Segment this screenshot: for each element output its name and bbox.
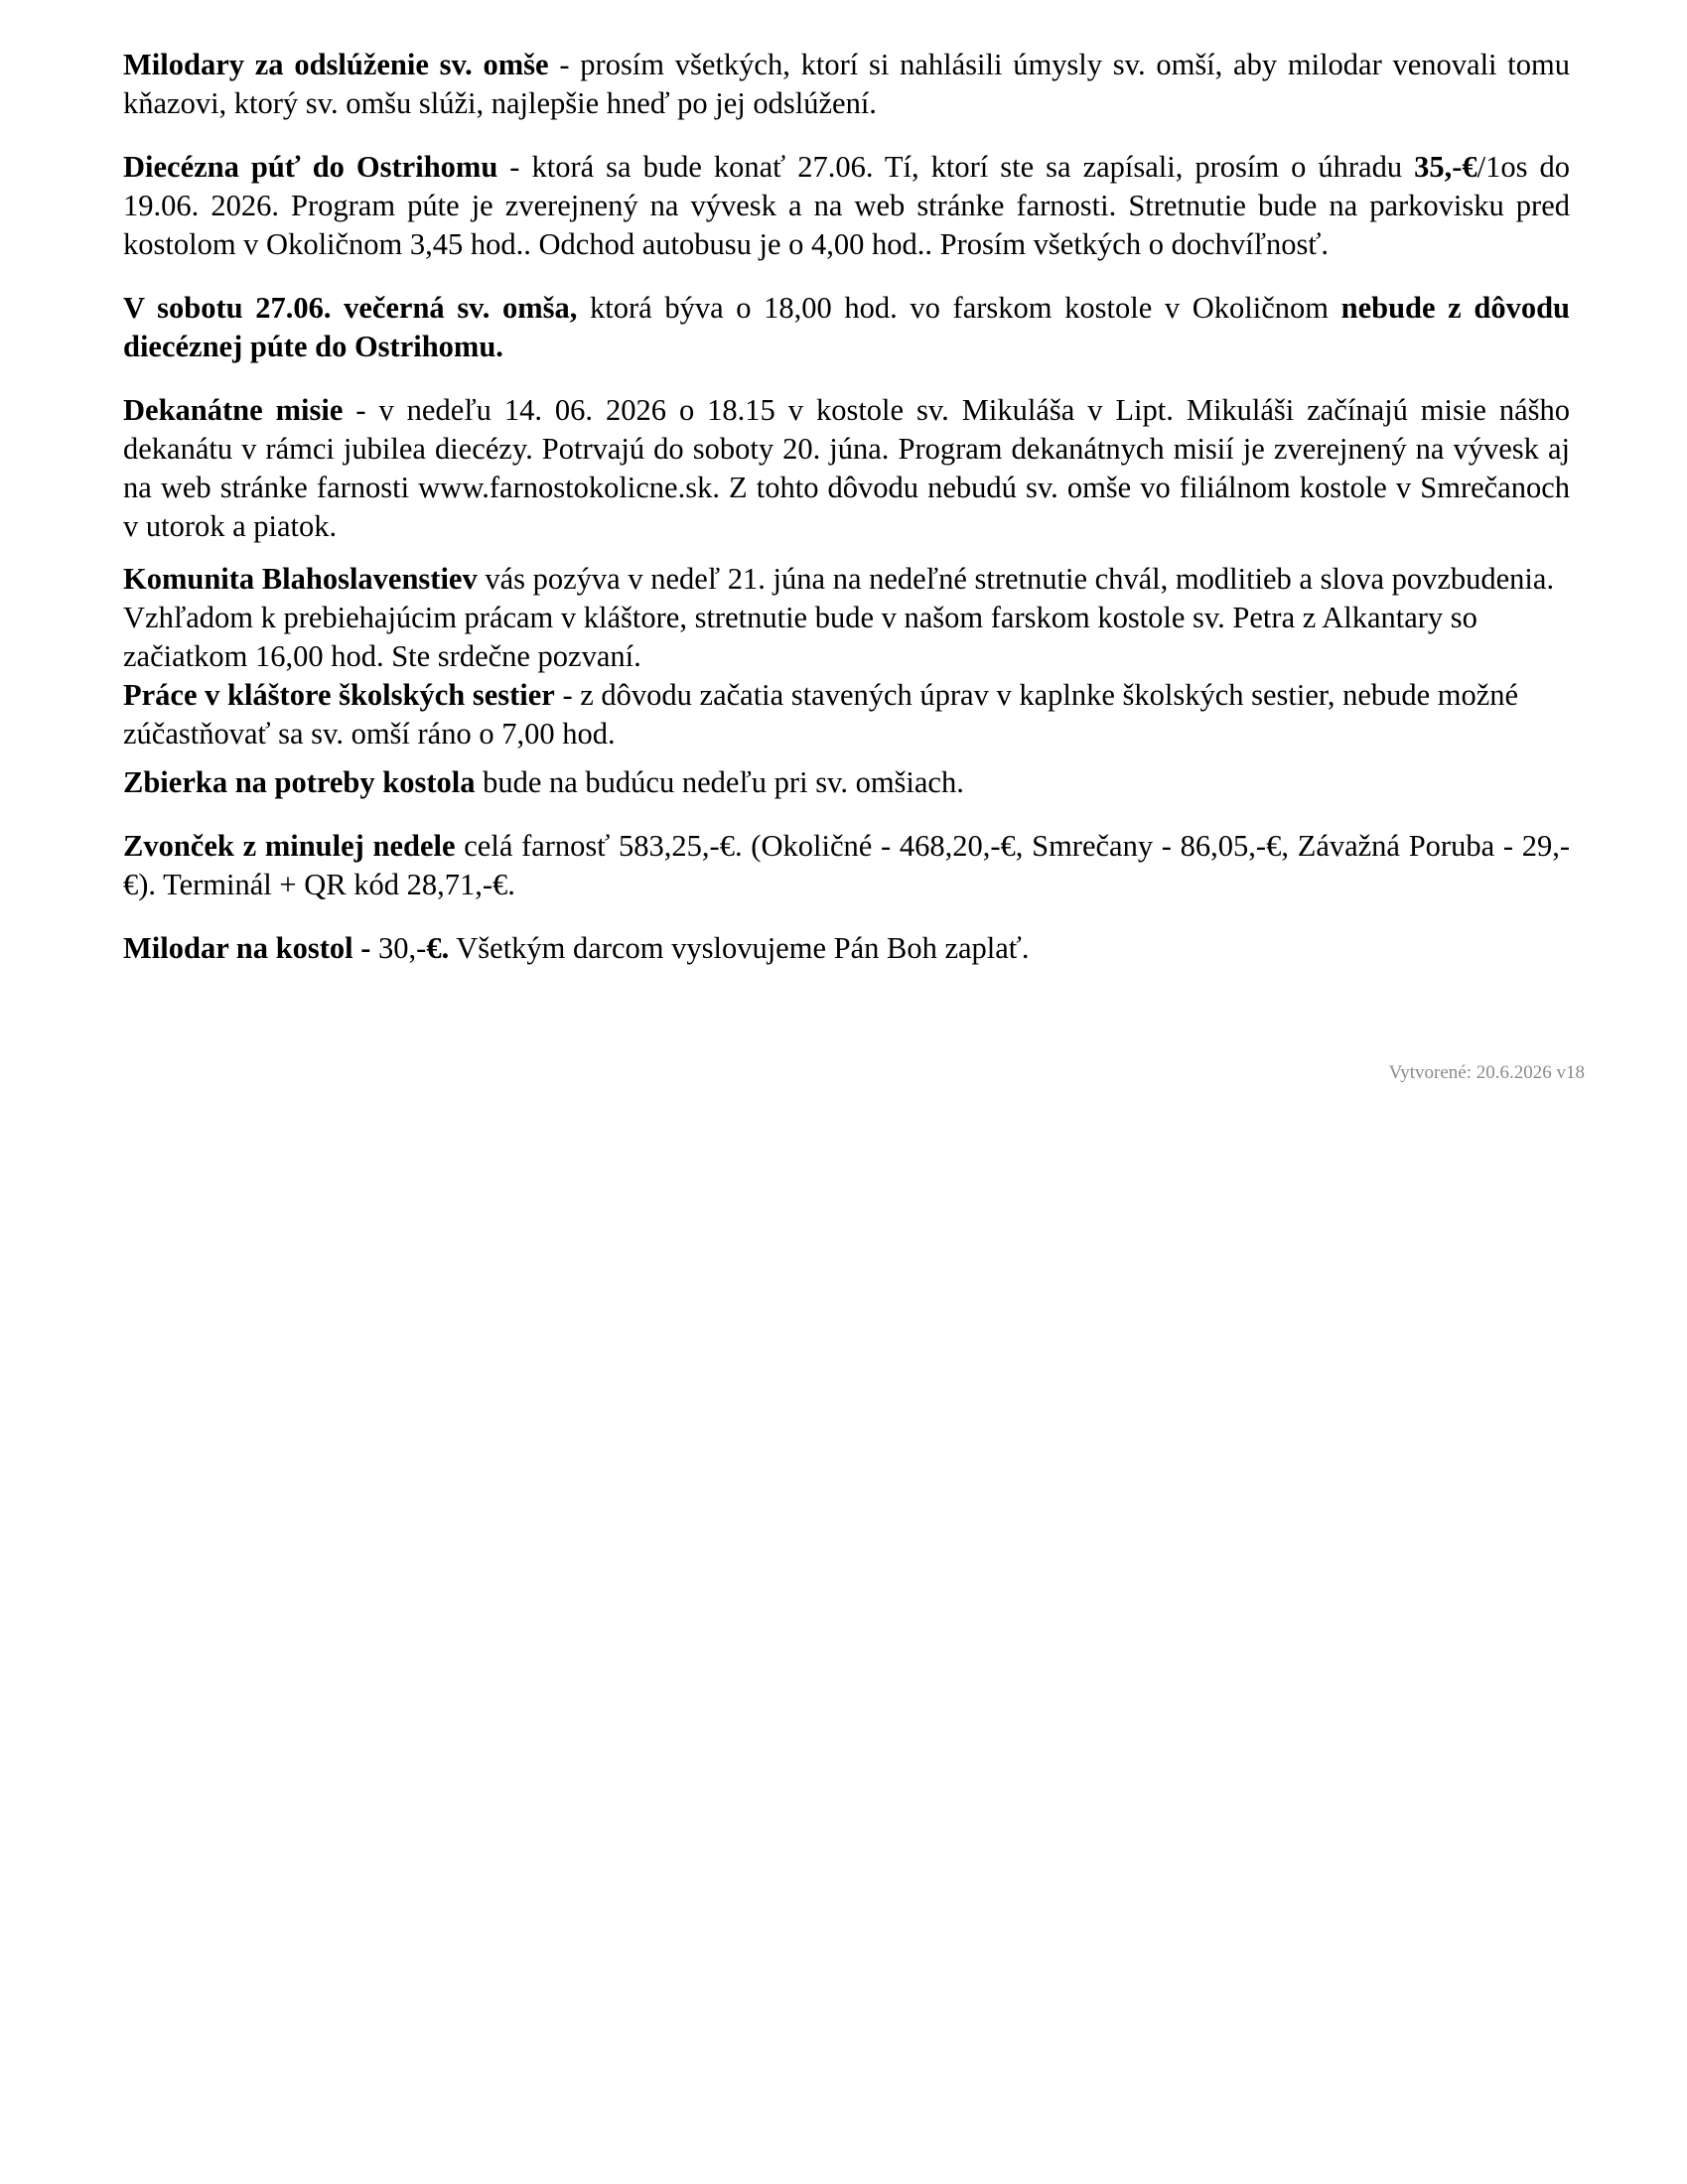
- paragraph-milodar: [123, 929, 1570, 968]
- paragraph-misie: [123, 391, 1570, 546]
- text-komunita: vás pozýva v nedeľ 21. júna na nedeľné stretnutie chvál, modlitieb a slova povzbudenia.: [477, 562, 1555, 596]
- paragraph-put: [123, 148, 1570, 264]
- text-sobota: ktorá býva o 18,00 hod. vo farskom kostole v Okoličnom: [577, 291, 1341, 325]
- text-milodar: Všetkým darcom vyslovujeme Pán Boh zaplať.: [449, 931, 1030, 965]
- paragraph-komunita: [123, 560, 1570, 599]
- currency-milodar: €.: [426, 931, 450, 965]
- paragraph-sobota: [123, 289, 1570, 366]
- text-vzhladom: Vzhľadom k prebiehajúcim prácam v kláštore, stretnutie bude v našom farskom kostole sv. Petra z Alkantary so začiatkom 16,00 hod. Ste srdečne pozvaní.: [123, 601, 1477, 673]
- created-footer: Vytvorené: 20.6.2026 v18: [1388, 1062, 1585, 1083]
- paragraph-zvoncek: [123, 827, 1570, 904]
- heading-milodar: Milodar na kostol -: [123, 931, 379, 965]
- amount-milodar: 30,-: [378, 931, 427, 965]
- text-zvoncek: celá farnosť 583,25,-€. (Okoličné - 468,20,-€, Smrečany - 86,05,-€, Závažná Poruba - 29,-€). Terminál + QR kód 28,71,-€.: [123, 829, 1570, 901]
- heading-zvoncek: Zvonček z minulej nedele: [123, 829, 456, 863]
- text-put-1: - ktorá sa bude konať 27.06. Tí, ktorí ste sa zapísali, prosím o úhradu: [497, 150, 1415, 184]
- heading-milodary: Milodary za odslúženie sv. omše: [123, 48, 549, 81]
- paragraph-milodary: [123, 46, 1570, 123]
- text-put-2: /1os do 19.06. 2026. Program púte je zverejnený na vývesk a na web stránke farnosti. Stretnutie bude na parkovisku pred kostolom v Okoličnom 3,45 hod.. Odchod autobusu je o 4,00 hod.. Prosím všetkých o dochvíľnosť.: [123, 150, 1571, 261]
- announcements: [123, 46, 1570, 968]
- text-prace: - z dôvodu začatia stavených úprav v kaplnke školských sestier, nebude možné zúčastňovať sa sv. omší ráno o 7,00 hod.: [123, 678, 1519, 751]
- price-put: 35,-€: [1414, 150, 1477, 184]
- heading-misie: Dekanátne misie: [123, 393, 344, 427]
- paragraph-zbierka: [123, 763, 1570, 802]
- text-zbierka: bude na budúcu nedeľu pri sv. omšiach.: [475, 765, 964, 799]
- text-milodary: - prosím všetkých, ktorí si nahlásili úmysly sv. omší, aby milodar venovali tomu kňazovi, ktorý sv. omšu slúži, najlepšie hneď po jej odslúžení.: [123, 48, 1571, 120]
- notice-sobota: nebude z dôvodu diecéznej púte do Ostrihomu.: [123, 291, 1570, 363]
- paragraph-prace: [123, 676, 1570, 753]
- heading-komunita: Komunita Blahoslavenstiev: [123, 562, 478, 596]
- heading-sobota: V sobotu 27.06. večerná sv. omša,: [123, 291, 578, 325]
- heading-zbierka: Zbierka na potreby kostola: [123, 765, 476, 799]
- heading-put: Diecézna púť do Ostrihomu: [123, 150, 498, 184]
- text-misie: - v nedeľu 14. 06. 2026 o 18.15 v kostole sv. Mikuláša v Lipt. Mikuláši začínajú misie nášho dekanátu v rámci jubilea diecézy. Potrvajú do soboty 20. júna. Program dekanátnych misií je zverejnený na vývesk aj na web stránke farnosti www.farnostokolicne.sk. Z tohto dôvodu nebudú sv. omše vo filiálnom kostole v Smrečanoch v utorok a piatok.: [123, 393, 1570, 543]
- heading-prace: Práce v kláštore školských sestier: [123, 678, 555, 712]
- paragraph-vzhladom: [123, 599, 1570, 676]
